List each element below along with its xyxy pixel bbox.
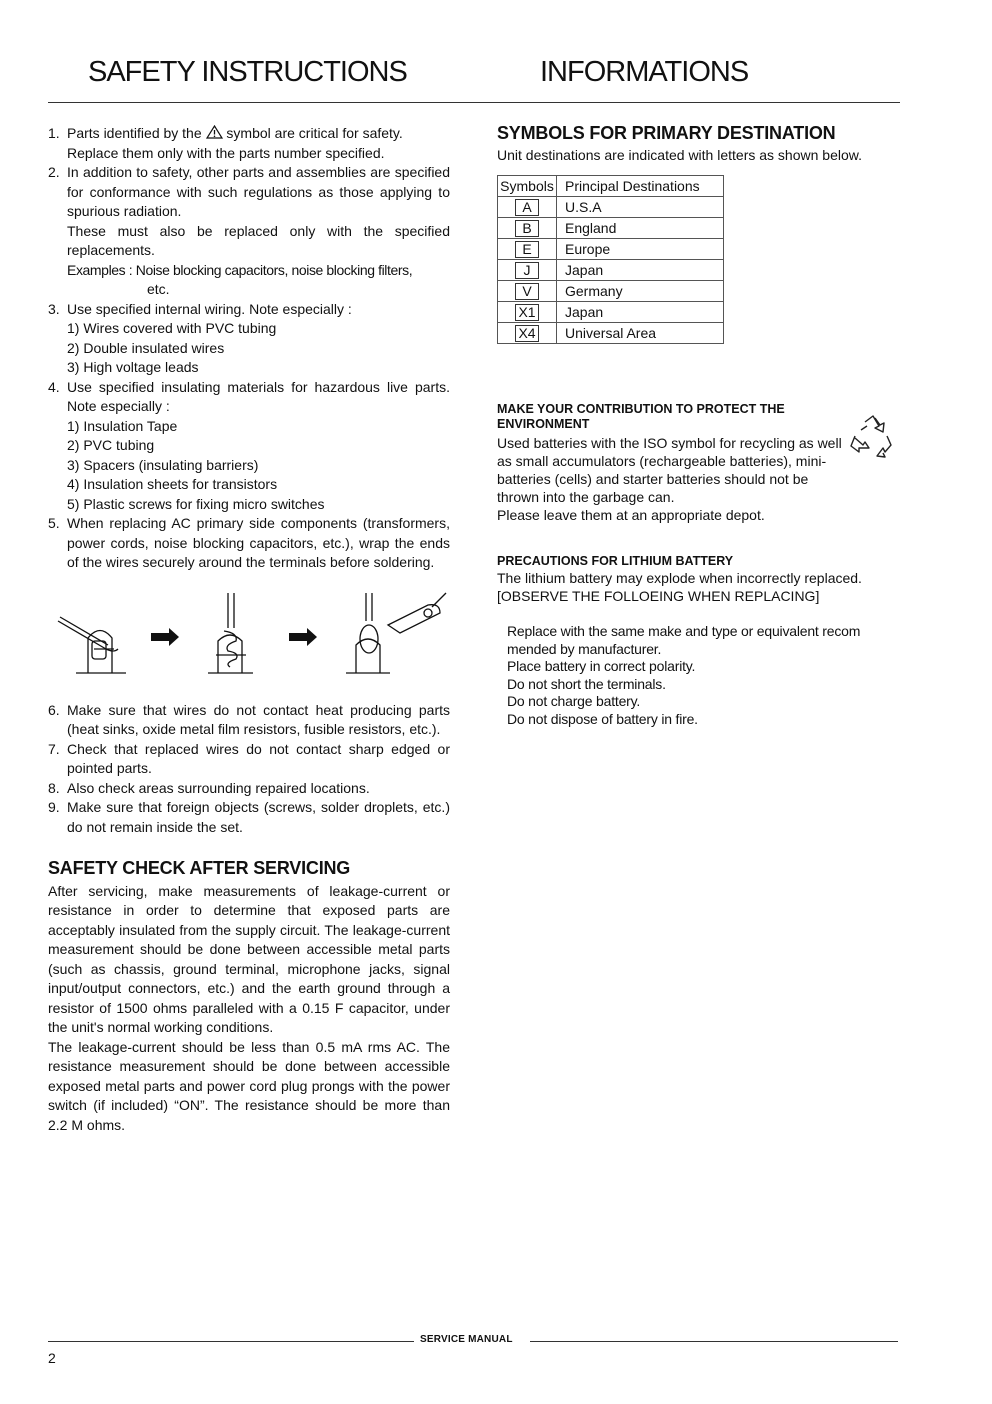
list-item: Place battery in correct polarity. <box>507 658 696 674</box>
safety-item-5 <box>48 514 450 573</box>
terminal-wrapping-diagram <box>48 583 450 693</box>
destination-heading: SYMBOLS FOR PRIMARY DESTINATION <box>497 123 836 143</box>
safety-list-continued <box>48 701 450 838</box>
table-row <box>498 197 724 218</box>
symbol-code: X1 <box>515 304 539 321</box>
examples-line: Examples : Noise blocking capacitors, noise blocking filters, <box>67 261 413 278</box>
symbol-code: A <box>515 199 539 216</box>
list-item: Do not charge battery. <box>507 693 641 709</box>
lithium-section <box>497 554 897 728</box>
table-header-row <box>498 176 724 197</box>
list-item: 1) Wires covered with PVC tubing <box>67 320 277 336</box>
environment-heading: MAKE YOUR CONTRIBUTION TO PROTECT THE ENVIRONMENT <box>497 402 785 431</box>
insulation-sublist <box>67 417 450 515</box>
symbol-cell <box>498 323 557 344</box>
item-number: 1. <box>48 125 60 141</box>
lithium-observe-line: [OBSERVE THE FOLLOEING WHEN REPLACING] <box>497 588 820 604</box>
destination-cell: U.S.A <box>557 197 724 218</box>
symbol-cell <box>498 197 557 218</box>
item-number: 9. <box>48 799 60 815</box>
table-row <box>498 260 724 281</box>
symbol-cell <box>498 260 557 281</box>
wire-wrapping-illustration <box>48 583 450 693</box>
wiring-sublist <box>67 319 450 378</box>
page-title-informations: INFORMATIONS <box>540 56 749 88</box>
destination-cell: Japan <box>557 302 724 323</box>
page-title-safety-instructions: SAFETY INSTRUCTIONS <box>88 56 407 88</box>
destination-cell: England <box>557 218 724 239</box>
destination-cell: Universal Area <box>557 323 724 344</box>
lithium-heading: PRECAUTIONS FOR LITHIUM BATTERY <box>497 554 734 568</box>
symbol-code: E <box>515 241 539 258</box>
lithium-instructions <box>497 623 892 728</box>
item-number: 7. <box>48 740 60 757</box>
list-item: 1) Insulation Tape <box>67 417 178 434</box>
symbol-code: J <box>515 262 539 279</box>
symbol-cell <box>498 281 557 302</box>
destination-cell: Japan <box>557 260 724 281</box>
examples-continuation: etc. <box>147 281 170 297</box>
list-item: 2) Double insulated wires <box>67 339 225 356</box>
destination-cell: Europe <box>557 239 724 260</box>
safety-item-2 <box>48 163 450 300</box>
safety-list <box>48 124 450 573</box>
warning-triangle-icon <box>206 125 223 139</box>
list-item: Replace with the same make and type or equivalent recom mended by manufacturer. <box>507 623 861 657</box>
column-header-destinations: Principal Destinations <box>557 176 724 197</box>
item-text: Parts identified by the <box>67 125 202 141</box>
symbol-cell <box>498 239 557 260</box>
item-text: Make sure that foreign objects (screws, solder droplets, etc.) do not remain inside the set. <box>67 799 450 835</box>
footer-rule-left <box>48 1341 414 1342</box>
safety-item-1 <box>48 124 450 163</box>
item-text: Use specified internal wiring. Note especially : <box>67 300 352 317</box>
safety-item-7 <box>48 740 450 779</box>
item-text: Replace them only with the parts number specified. <box>67 144 385 161</box>
symbol-code: B <box>515 220 539 237</box>
item-text: When replacing AC primary side components (transformers, power cords, noise blocking capacitors, etc.), wrap the ends of the wires securely around the terminals before soldering. <box>67 515 450 570</box>
footer-label: SERVICE MANUAL <box>420 1334 513 1345</box>
table-row <box>498 281 724 302</box>
page-number: 2 <box>48 1350 56 1366</box>
item-text: These must also be replaced only with the specified replacements. <box>67 222 450 258</box>
table-row <box>498 218 724 239</box>
item-text: Make sure that wires do not contact heat producing parts (heat sinks, oxide metal film resistors, fusible resistors, etc.). <box>67 701 450 737</box>
list-item: Do not dispose of battery in fire. <box>507 710 698 727</box>
list-item: Do not short the terminals. <box>507 675 666 692</box>
table-row <box>498 323 724 344</box>
item-number: 5. <box>48 515 60 531</box>
item-text: Use specified insulating materials for hazardous live parts. Note especially : <box>67 378 450 414</box>
column-header-symbols: Symbols <box>498 176 557 197</box>
safety-check-paragraph-2: The leakage-current should be less than 0.5 mA rms AC. The resistance measurement should be done between accessible exposed metal parts and power cord plug prongs with the power switch (if included) “ON”. The resistance should be more than 2.2 M ohms. <box>48 1038 450 1133</box>
item-number: 3. <box>48 300 60 317</box>
environment-section <box>497 402 897 524</box>
item-number: 6. <box>48 701 60 718</box>
recycle-icon <box>847 412 895 460</box>
item-number: 8. <box>48 779 60 796</box>
item-text: symbol are critical for safety. <box>226 125 403 141</box>
informations-column <box>497 124 897 728</box>
environment-depot-line: Please leave them at an appropriate depot. <box>497 507 765 523</box>
item-text: Check that replaced wires do not contact sharp edged or pointed parts. <box>67 740 450 776</box>
safety-item-9 <box>48 798 450 837</box>
symbol-cell <box>498 302 557 323</box>
list-item: 3) High voltage leads <box>67 359 199 375</box>
destination-table <box>497 175 724 344</box>
footer-rule-right <box>530 1341 898 1342</box>
symbol-cell <box>498 218 557 239</box>
header-divider <box>48 102 900 103</box>
item-number: 2. <box>48 164 60 180</box>
item-number: 4. <box>48 378 60 395</box>
safety-item-3 <box>48 300 450 378</box>
list-item: 2) PVC tubing <box>67 437 155 453</box>
safety-instructions-column <box>48 124 450 1135</box>
item-text: In addition to safety, other parts and assemblies are specified for conformance with such regulations as those applying to spurious radiation. <box>67 164 450 219</box>
safety-check-paragraph-1: After servicing, make measurements of leakage-current or resistance in order to determine that exposed parts are acceptably insulated from the supply circuit. The leakage-current measurement should be done between accessible metal parts (such as chassis, ground terminal, microphone jacks, signal input/output connectors, etc.) and the earth ground through a resistor of 1500 ohms paralleled with a 0.15 F capacitor, under the unit's normal working conditions. <box>48 882 450 1035</box>
symbol-code: X4 <box>515 325 539 342</box>
safety-item-6 <box>48 701 450 740</box>
item-text: Also check areas surrounding repaired locations. <box>67 779 370 796</box>
symbol-code: V <box>515 283 539 300</box>
safety-check-heading: SAFETY CHECK AFTER SERVICING <box>48 858 351 878</box>
list-item: 5) Plastic screws for fixing micro switches <box>67 495 325 512</box>
list-item: 3) Spacers (insulating barriers) <box>67 456 259 473</box>
safety-item-4 <box>48 378 450 515</box>
destination-cell: Germany <box>557 281 724 302</box>
destination-intro: Unit destinations are indicated with letters as shown below. <box>497 147 862 163</box>
environment-paragraph: Used batteries with the ISO symbol for recycling as well as small accumulators (rechargeable batteries), mini-batteries (cells) and starter batteries should not be thrown into the garbage can. <box>497 435 842 505</box>
table-row <box>498 302 724 323</box>
lithium-warning: The lithium battery may explode when incorrectly replaced. <box>497 570 862 586</box>
safety-item-8 <box>48 779 450 799</box>
table-row <box>498 239 724 260</box>
list-item: 4) Insulation sheets for transistors <box>67 476 278 492</box>
